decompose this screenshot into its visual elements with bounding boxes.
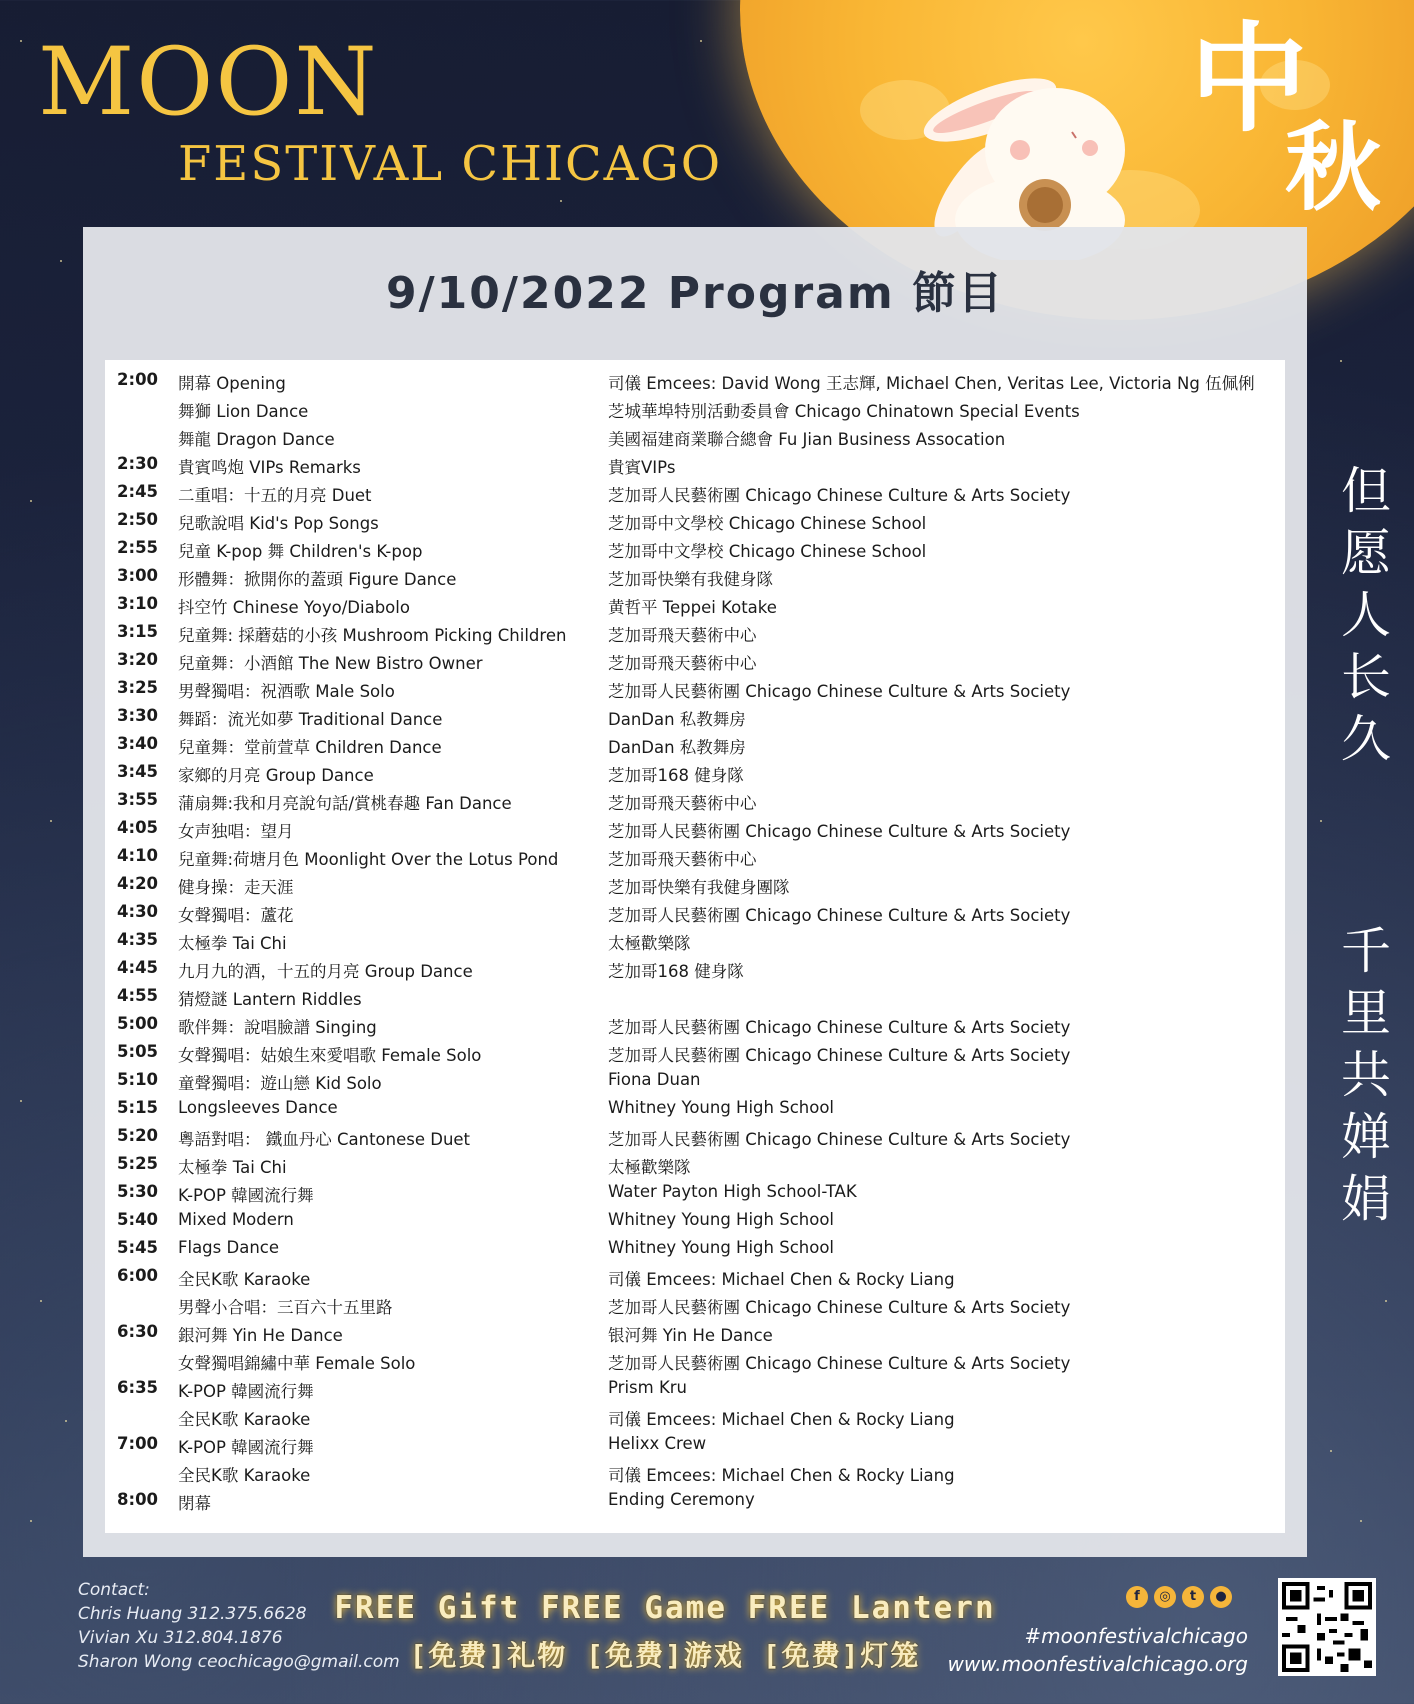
program-row — [105, 1206, 1285, 1234]
poem-line-2: 千里共婵娟 — [1341, 922, 1391, 1228]
program-row — [105, 1066, 1285, 1094]
program-row — [105, 814, 1285, 842]
program-time: 3:10 — [117, 594, 159, 613]
brand-subtitle: FESTIVAL CHICAGO — [178, 136, 723, 192]
program-time: 5:20 — [117, 1126, 159, 1145]
program-performer: 太極歡樂隊 — [608, 934, 691, 953]
program-item: K-POP 韓國流行舞 — [178, 1382, 314, 1401]
program-time: 3:30 — [117, 706, 159, 725]
program-time: 4:10 — [117, 846, 159, 865]
program-row — [105, 506, 1285, 534]
program-performer: 司儀 Emcees: David Wong 王志輝, Michael Chen, Veritas Lee, Victoria Ng 伍佩俐 — [608, 374, 1255, 393]
program-performer: 银河舞 Yin He Dance — [608, 1326, 773, 1345]
program-row — [105, 926, 1285, 954]
program-performer: 芝加哥人民藝術團 Chicago Chinese Culture & Arts Society — [608, 1046, 1071, 1065]
instagram-icon[interactable]: ◎ — [1154, 1586, 1176, 1608]
program-performer: Prism Kru — [608, 1378, 688, 1397]
program-item: 健身操：走天涯 — [178, 878, 294, 897]
program-item: 全民K歌 Karaoke — [178, 1466, 311, 1485]
program-performer: 貴賓VIPs — [608, 458, 676, 477]
program-item: 全民K歌 Karaoke — [178, 1410, 311, 1429]
program-time: 5:25 — [117, 1154, 159, 1173]
program-row — [105, 702, 1285, 730]
program-time: 7:00 — [117, 1434, 159, 1453]
program-performer: 芝加哥快樂有我健身隊 — [608, 570, 773, 589]
program-sheet — [105, 360, 1285, 1533]
program-item: 女聲獨唱：蘆花 — [178, 906, 294, 925]
program-performer: Ending Ceremony — [608, 1490, 755, 1509]
program-time: 3:25 — [117, 678, 159, 697]
program-row — [105, 1290, 1285, 1318]
program-time: 4:55 — [117, 986, 159, 1005]
program-performer: 芝加哥中文學校 Chicago Chinese School — [608, 514, 927, 533]
program-row — [105, 562, 1285, 590]
program-time: 5:05 — [117, 1042, 159, 1061]
program-time: 2:50 — [117, 510, 159, 529]
contact-line-3: Sharon Wong ceochicago@gmail.com — [78, 1652, 400, 1672]
program-time: 5:45 — [117, 1238, 159, 1257]
program-item: 兒童舞:荷塘月色 Moonlight Over the Lotus Pond — [178, 850, 559, 869]
free-offer-chinese: [免费]礼物 [免费]游戏 [免费]灯笼 — [409, 1639, 921, 1672]
program-item: 男聲小合唱：三百六十五里路 — [178, 1298, 393, 1317]
brand-title: MOON — [38, 28, 379, 137]
contact-label: Contact: — [78, 1580, 150, 1600]
program-performer: Helixx Crew — [608, 1434, 707, 1453]
contact-line-1: Chris Huang 312.375.6628 — [78, 1604, 307, 1624]
program-time: 5:10 — [117, 1070, 159, 1089]
program-row — [105, 730, 1285, 758]
program-performer: Fiona Duan — [608, 1070, 701, 1089]
program-performer: 芝加哥人民藝術團 Chicago Chinese Culture & Arts Society — [608, 1130, 1071, 1149]
program-performer: 芝加哥飛天藝術中心 — [608, 794, 757, 813]
program-time: 5:30 — [117, 1182, 159, 1201]
program-performer: 芝加哥人民藝術團 Chicago Chinese Culture & Arts Society — [608, 682, 1071, 701]
program-item: 閉幕 — [178, 1494, 211, 1513]
program-item: 蒲扇舞:我和月亮說句話/賞桃春趣 Fan Dance — [178, 794, 512, 813]
program-performer: 芝城華埠特別活動委員會 Chicago Chinatown Special Events — [608, 402, 1080, 421]
program-row — [105, 842, 1285, 870]
program-row — [105, 674, 1285, 702]
program-table — [105, 366, 1285, 1514]
mid-autumn-calligraphy — [1190, 10, 1410, 250]
program-item: 兒歌說唱 Kid's Pop Songs — [178, 514, 379, 533]
program-item: 九月九的酒，十五的月亮 Group Dance — [178, 962, 473, 981]
program-row — [105, 898, 1285, 926]
program-row — [105, 1318, 1285, 1346]
program-performer: Whitney Young High School — [608, 1210, 835, 1229]
program-item: 太極拳 Tai Chi — [178, 934, 287, 953]
hashtag: #moonfestivalchicago — [1024, 1624, 1248, 1648]
program-performer: 芝加哥人民藝術團 Chicago Chinese Culture & Arts Society — [608, 906, 1071, 925]
program-item: 全民K歌 Karaoke — [178, 1270, 311, 1289]
program-row — [105, 1458, 1285, 1486]
program-title: 9/10/2022 Program 節目 — [386, 268, 1004, 319]
program-time: 2:45 — [117, 482, 159, 501]
program-time: 4:30 — [117, 902, 159, 921]
program-item: 銀河舞 Yin He Dance — [178, 1326, 343, 1345]
program-row — [105, 618, 1285, 646]
program-performer: 芝加哥中文學校 Chicago Chinese School — [608, 542, 927, 561]
program-row — [105, 954, 1285, 982]
program-item: 童聲獨唱：遊山戀 Kid Solo — [178, 1074, 382, 1093]
program-row — [105, 1038, 1285, 1066]
program-performer: DanDan 私教舞房 — [608, 738, 746, 757]
program-row — [105, 1150, 1285, 1178]
program-performer: 芝加哥人民藝術團 Chicago Chinese Culture & Arts Society — [608, 486, 1071, 505]
program-row — [105, 1346, 1285, 1374]
program-item: 女聲獨唱錦繡中華 Female Solo — [178, 1354, 416, 1373]
program-performer: 芝加哥168 健身隊 — [608, 766, 744, 785]
program-performer: 芝加哥人民藝術團 Chicago Chinese Culture & Arts Society — [608, 822, 1071, 841]
program-row — [105, 1374, 1285, 1402]
program-item: 粵語對唱： 鐵血丹心 Cantonese Duet — [178, 1130, 471, 1149]
program-item: 家鄉的月亮 Group Dance — [178, 766, 374, 785]
program-row — [105, 1094, 1285, 1122]
program-item: Mixed Modern — [178, 1210, 294, 1229]
program-performer: Whitney Young High School — [608, 1238, 835, 1257]
program-time: 8:00 — [117, 1490, 159, 1509]
program-performer: 司儀 Emcees: Michael Chen & Rocky Liang — [608, 1410, 955, 1429]
program-performer: 芝加哥人民藝術團 Chicago Chinese Culture & Arts Society — [608, 1018, 1071, 1037]
program-item: 形體舞：掀開你的蓋頭 Figure Dance — [178, 570, 457, 589]
program-item: 太極拳 Tai Chi — [178, 1158, 287, 1177]
program-performer: 芝加哥168 健身隊 — [608, 962, 744, 981]
program-time: 2:30 — [117, 454, 159, 473]
program-time: 6:30 — [117, 1322, 159, 1341]
program-row — [105, 786, 1285, 814]
program-item: 舞蹈：流光如夢 Traditional Dance — [178, 710, 443, 729]
wechat-icon[interactable]: ● — [1210, 1586, 1232, 1608]
program-row — [105, 422, 1285, 450]
program-row — [105, 1262, 1285, 1290]
program-time: 3:45 — [117, 762, 159, 781]
website-link[interactable]: www.moonfestivalchicago.org — [947, 1652, 1248, 1676]
program-time: 3:40 — [117, 734, 159, 753]
program-time: 4:20 — [117, 874, 159, 893]
program-row — [105, 590, 1285, 618]
program-performer: Water Payton High School-TAK — [608, 1182, 857, 1201]
contact-line-2: Vivian Xu 312.804.1876 — [78, 1628, 283, 1648]
program-time: 4:05 — [117, 818, 159, 837]
poem-line-1: 但愿人长久 — [1341, 462, 1391, 768]
program-row — [105, 534, 1285, 562]
program-item: Flags Dance — [178, 1238, 279, 1257]
program-item: 女声独唱：望月 — [178, 822, 294, 841]
program-performer: 芝加哥飛天藝術中心 — [608, 654, 757, 673]
program-row — [105, 758, 1285, 786]
program-row — [105, 870, 1285, 898]
program-item: 貴賓鸣炮 VIPs Remarks — [178, 458, 361, 477]
free-offer-english: FREE Gift FREE Game FREE Lantern — [334, 1590, 996, 1626]
program-performer: 司儀 Emcees: Michael Chen & Rocky Liang — [608, 1466, 955, 1485]
program-performer: Whitney Young High School — [608, 1098, 835, 1117]
qr-code[interactable] — [1278, 1578, 1376, 1676]
social-icons — [1126, 1586, 1232, 1608]
program-row — [105, 1122, 1285, 1150]
facebook-icon[interactable]: f — [1126, 1586, 1148, 1608]
program-item: 抖空竹 Chinese Yoyo/Diabolo — [178, 598, 410, 617]
program-row — [105, 1234, 1285, 1262]
program-performer: 芝加哥飛天藝術中心 — [608, 626, 757, 645]
program-performer: DanDan 私教舞房 — [608, 710, 746, 729]
program-panel — [83, 227, 1307, 1557]
mid-autumn-char-1: 中 — [1190, 9, 1309, 148]
program-item: 兒童舞: 採蘑菇的小孩 Mushroom Picking Children — [178, 626, 567, 645]
program-performer: 芝加哥人民藝術團 Chicago Chinese Culture & Arts Society — [608, 1298, 1071, 1317]
program-time: 3:55 — [117, 790, 159, 809]
program-performer: 美國福建商業聯合總會 Fu Jian Business Assocation — [608, 430, 1006, 449]
program-item: 猜燈謎 Lantern Riddles — [178, 990, 362, 1009]
program-time: 4:35 — [117, 930, 159, 949]
program-time: 2:55 — [117, 538, 159, 557]
program-performer: 太極歡樂隊 — [608, 1158, 691, 1177]
program-row — [105, 1010, 1285, 1038]
program-row — [105, 1486, 1285, 1514]
program-item: K-POP 韓國流行舞 — [178, 1186, 314, 1205]
program-time: 3:20 — [117, 650, 159, 669]
program-performer: 黄哲平 Teppei Kotake — [608, 598, 777, 617]
program-row — [105, 1430, 1285, 1458]
program-time: 4:45 — [117, 958, 159, 977]
mid-autumn-char-2: 秋 — [1285, 111, 1381, 224]
program-performer: 司儀 Emcees: Michael Chen & Rocky Liang — [608, 1270, 955, 1289]
program-item: 舞獅 Lion Dance — [178, 402, 309, 421]
program-item: 二重唱：十五的月亮 Duet — [178, 486, 372, 505]
program-row — [105, 394, 1285, 422]
program-item: K-POP 韓國流行舞 — [178, 1438, 314, 1457]
program-time: 5:40 — [117, 1210, 159, 1229]
program-row — [105, 646, 1285, 674]
program-item: 歌伴舞：說唱臉譜 Singing — [178, 1018, 377, 1037]
program-performer: 芝加哥快樂有我健身團隊 — [608, 878, 790, 897]
program-item: 兒童 K-pop 舞 Children's K-pop — [178, 542, 423, 561]
program-item: 兒童舞：堂前萱草 Children Dance — [178, 738, 442, 757]
program-time: 5:15 — [117, 1098, 159, 1117]
program-item: 舞龍 Dragon Dance — [178, 430, 335, 449]
program-time: 2:00 — [117, 370, 159, 389]
program-performer: 芝加哥飛天藝術中心 — [608, 850, 757, 869]
program-time: 5:00 — [117, 1014, 159, 1033]
program-row — [105, 478, 1285, 506]
program-item: 男聲獨唱：祝酒歌 Male Solo — [178, 682, 395, 701]
program-time: 3:00 — [117, 566, 159, 585]
program-row — [105, 982, 1285, 1010]
program-row — [105, 366, 1285, 394]
twitter-icon[interactable]: t — [1182, 1586, 1204, 1608]
program-item: 兒童舞：小酒館 The New Bistro Owner — [178, 654, 483, 673]
program-item: 開幕 Opening — [178, 374, 286, 393]
program-row — [105, 1402, 1285, 1430]
program-time: 6:00 — [117, 1266, 159, 1285]
program-performer: 芝加哥人民藝術團 Chicago Chinese Culture & Arts Society — [608, 1354, 1071, 1373]
program-time: 6:35 — [117, 1378, 159, 1397]
program-row — [105, 1178, 1285, 1206]
program-item: Longsleeves Dance — [178, 1098, 338, 1117]
program-time: 3:15 — [117, 622, 159, 641]
program-item: 女聲獨唱：姑娘生來愛唱歌 Female Solo — [178, 1046, 482, 1065]
program-row — [105, 450, 1285, 478]
